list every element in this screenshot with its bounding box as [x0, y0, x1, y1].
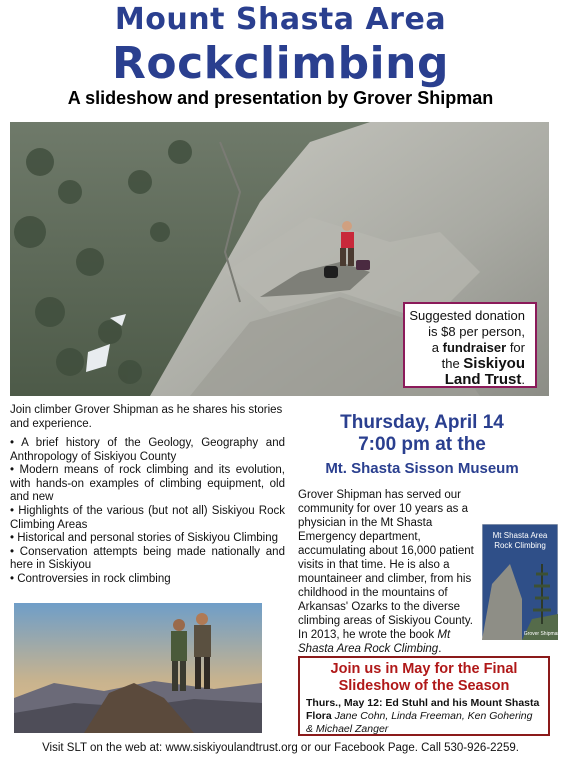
- footer-contact: Visit SLT on the web at: www.siskiyoulandtrust.org or our Facebook Page. Call 530-926-2259.: [42, 742, 519, 754]
- event-venue: Mt. Shasta Sisson Museum: [325, 460, 519, 477]
- list-item: • A brief history of the Geology, Geography and Anthropology of Siskiyou County: [10, 437, 285, 464]
- list-item: • Modern means of rock climbing and its evolution, with hands-on examples of climbing equipment, old and new: [10, 464, 285, 505]
- title-line-1: Mount Shasta Area: [114, 2, 447, 37]
- list-item: • Controversies in rock climbing: [10, 573, 285, 587]
- speaker-bio: Grover Shipman has served our community for over 10 years as a physician in the Mt Shasta Emergency department, accumulating about 16,000 patient visits in that time. He is also a mountaineer and climber, from his childhood in the mountains of Arkansas' Ozarks to the diverse climbing areas of Siskiyou County. In 2013, he wrote the book Mt Shasta Area Rock Climbing.: [298, 489, 474, 655]
- book-author: Grover Shipman: [523, 631, 558, 637]
- book-cover-image: [482, 524, 558, 640]
- donation-line-2: is $8 per person,: [428, 324, 525, 339]
- list-item: • Conservation attempts being made nationally and here in Siskiyou: [10, 546, 285, 573]
- may-detail: Thurs., May 12: Ed Stuhl and his Mount Shasta Flora Jane Cohn, Linda Freeman, Ken Gohering & Michael Zanger: [306, 697, 540, 735]
- donation-line-5: Land Trust.: [444, 371, 525, 388]
- donation-line-1: Suggested donation: [409, 308, 525, 323]
- climbers-photo: [14, 603, 262, 733]
- event-info: [293, 412, 551, 480]
- list-item: • Highlights of the various (but not all) Siskiyou Rock Climbing Areas: [10, 505, 285, 532]
- donation-line-3: a fundraiser for: [431, 340, 525, 355]
- event-time: 7:00 pm at the: [358, 434, 486, 455]
- may-heading: Join us in May for the Final Slideshow of the Season: [330, 661, 518, 694]
- donation-line-4: the Siskiyou: [441, 355, 525, 372]
- list-item: • Historical and personal stories of Siskiyou Climbing: [10, 532, 285, 546]
- subtitle: A slideshow and presentation by Grover Shipman: [67, 88, 494, 108]
- event-date: Thursday, April 14: [340, 412, 504, 433]
- donation-box: [403, 302, 537, 388]
- book-title-1: Mt Shasta Area: [492, 531, 548, 540]
- book-title-2: Rock Climbing: [494, 541, 546, 550]
- topic-list: [10, 437, 285, 587]
- may-announcement-box: [298, 656, 550, 736]
- intro-text: Join climber Grover Shipman as he shares his stories and experience.: [10, 404, 283, 430]
- title-line-2: Rockclimbing: [112, 38, 449, 89]
